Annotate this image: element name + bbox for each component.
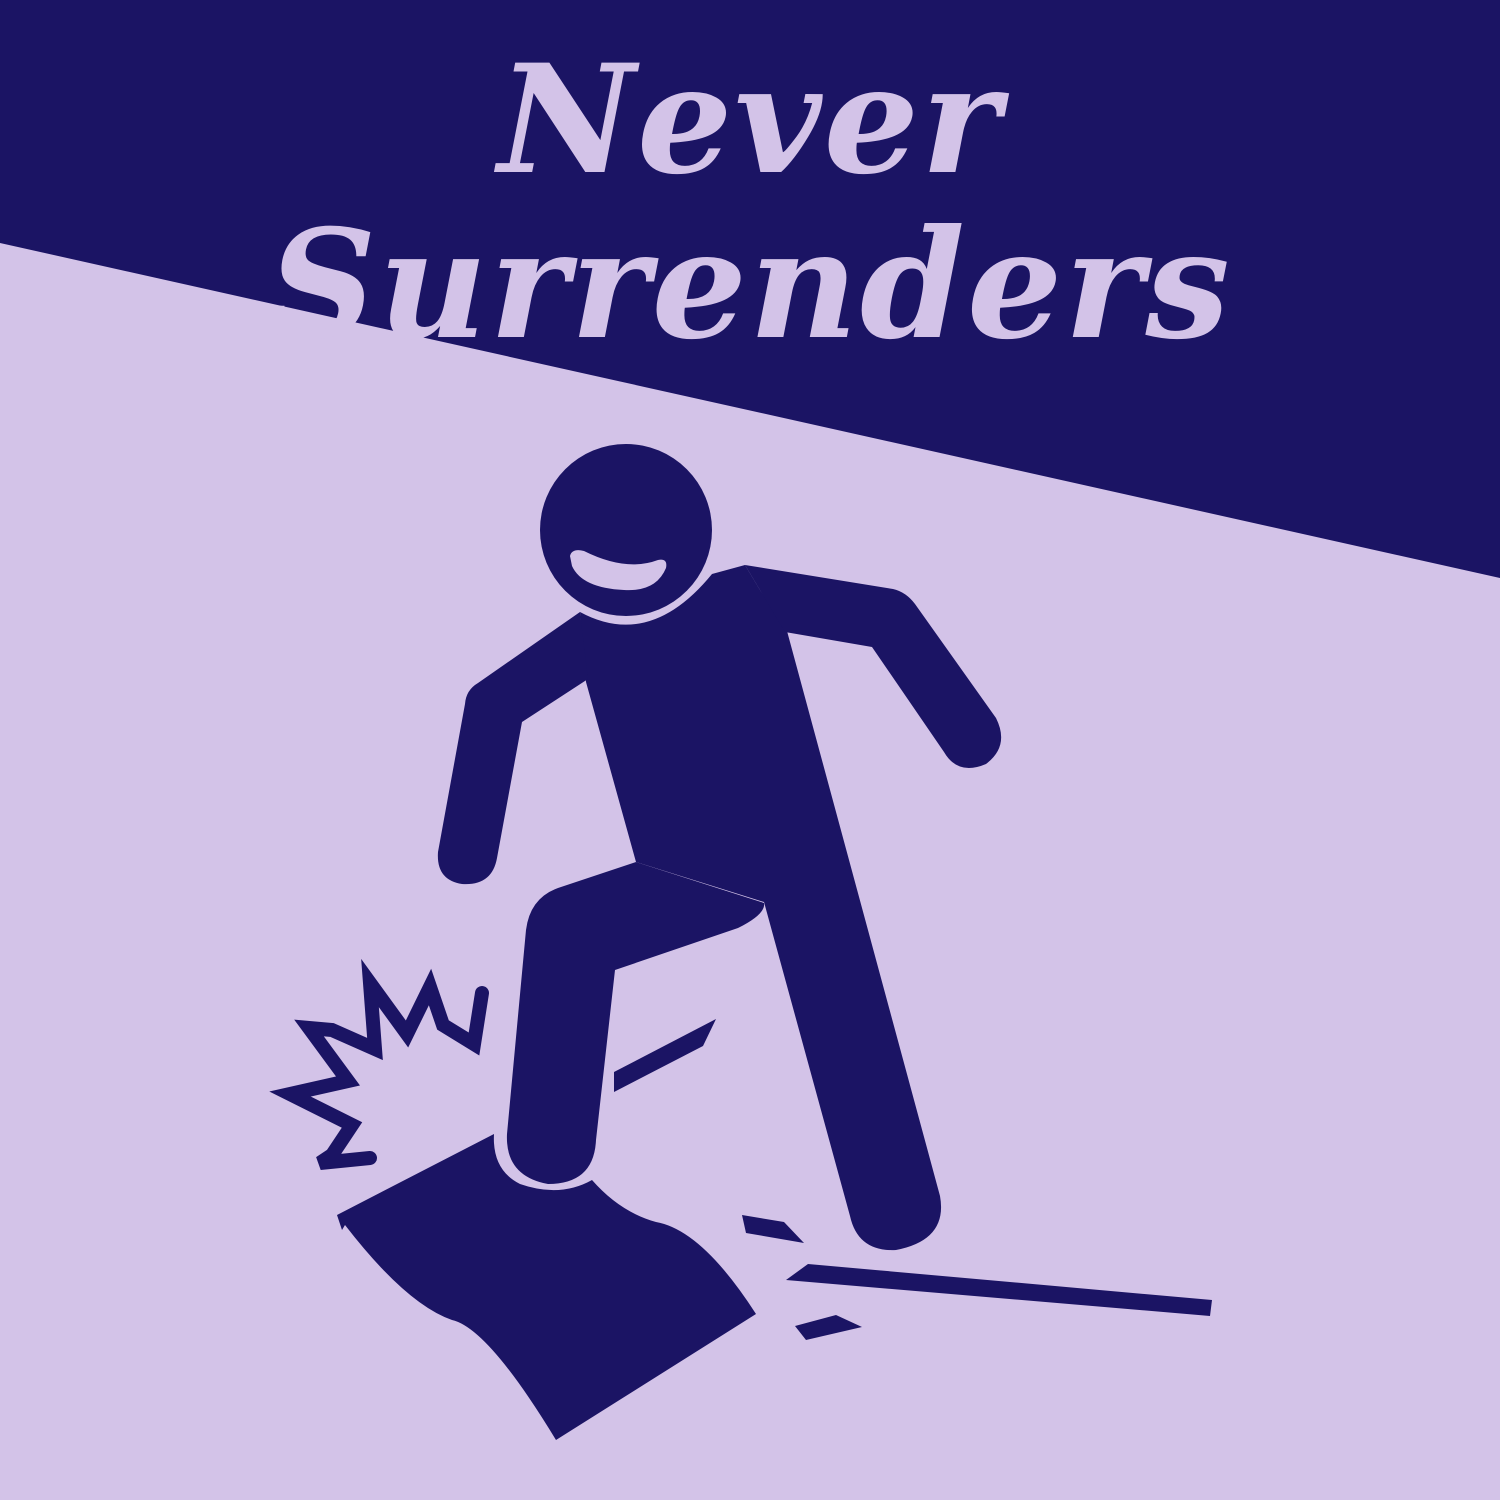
- figure-head: [540, 444, 712, 616]
- poster-title: Never Surrenders: [268, 32, 1232, 373]
